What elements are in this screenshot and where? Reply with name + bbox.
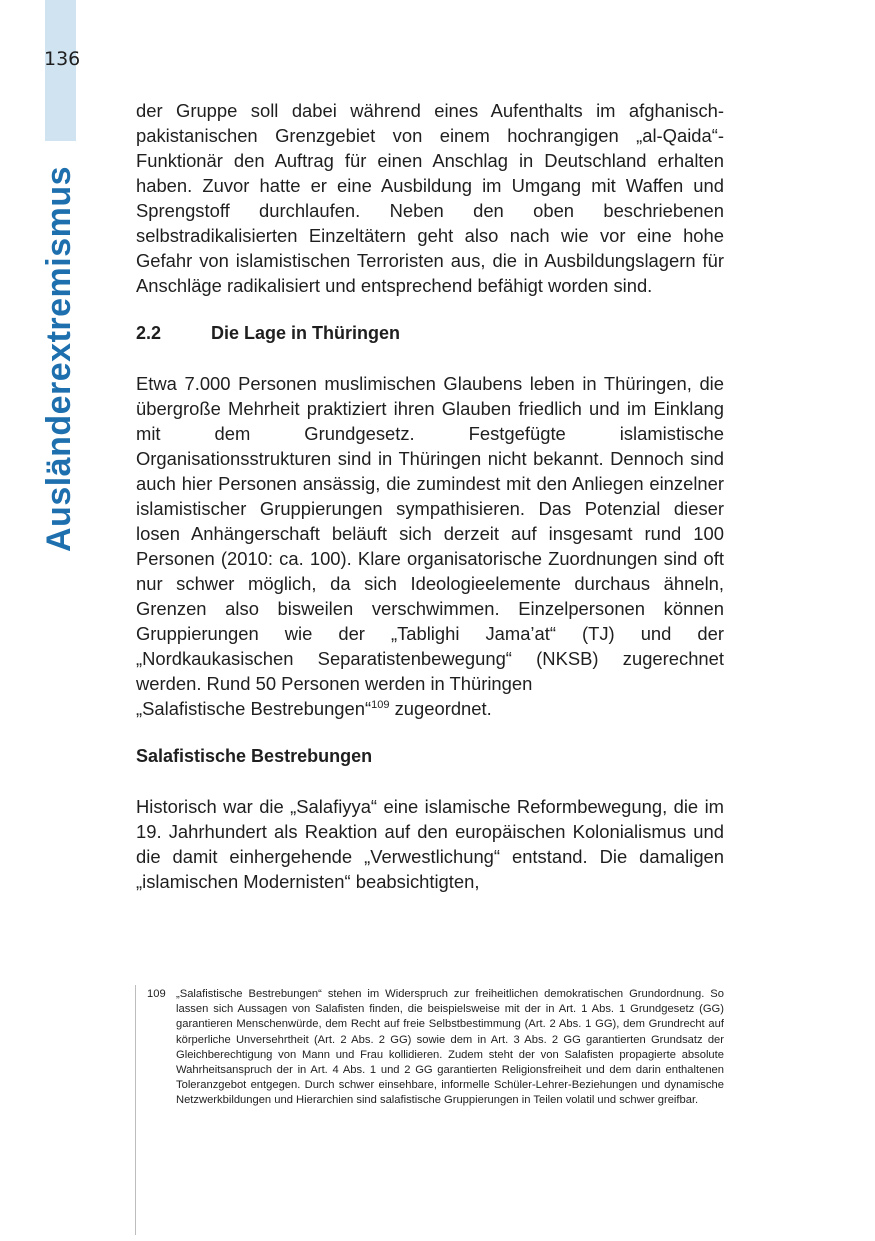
- footnote-number: 109: [147, 988, 166, 1000]
- paragraph-2-tail: zugeordnet.: [389, 698, 492, 719]
- paragraph-1: der Gruppe soll dabei während eines Aufenthalts im afghanisch-pakistanischen Grenzgebiet von einem hochrangigen „al-Qaida“-Funktionär den Auftrag für einen Anschlag in Deutschland erhalten haben. Zuvor hatte er eine Ausbildung im Umgang mit Waffen und Sprengstoff durchlaufen. Neben den oben beschriebenen selbstradikalisierten Einzeltätern geht also nach wie vor eine hohe Gefahr von islamistischen Terroristen aus, die in Ausbildungslagern für Anschläge radikalisiert und entsprechend befähigt worden sind.: [136, 100, 724, 296]
- footnote: [147, 987, 724, 1109]
- paragraph-2: Etwa 7.000 Personen muslimischen Glaubens leben in Thüringen, die übergroße Mehrheit praktiziert ihren Glauben friedlich und im Einklang mit dem Grundgesetz. Festgefügte islamistische Organisationsstrukturen sind in Thüringen nicht bekannt. Dennoch sind auch hier Personen ansässig, die zumindest mit den Anliegen einzelner islamistischer Gruppierungen sympathisieren. Das Potenzial dieser losen Anhängerschaft beläuft sich derzeit auf insgesamt rund 100 Personen (2010: ca. 100). Klare organisatorische Zuordnungen sind oft nur schwer möglich, da sich Ideologieelemente durchaus ähneln, Grenzen also bisweilen verschwimmen. Einzelpersonen können Gruppierungen wie der „Tablighi Jama’at“ (TJ) und der „Nordkaukasischen Separatistenbewegung“ (NKSB) zugerechnet werden. Rund 50 Personen werden in Thüringen: [136, 373, 724, 694]
- section-number: 2.2: [136, 323, 162, 343]
- section-heading: [136, 321, 724, 346]
- main-text: [136, 98, 724, 894]
- subheading: Salafistische Bestrebungen: [136, 746, 373, 766]
- paragraph-2-last-line: [136, 696, 724, 721]
- page-number: 136: [44, 48, 81, 70]
- footnote-text: „Salafistische Bestrebungen“ stehen im Widerspruch zur freiheitlichen demokratischen Grundordnung. So lassen sich Aussagen von Salafisten finden, die beispielsweise mit der in Art. 1 Abs. 1 Grundgesetz (GG) garantieren Menschenwürde, dem Recht auf freie Selbstbestimmung (Art. 2 Abs. 1 GG), dem Grundrecht auf körperliche Unversehrtheit (Art. 2 Abs. 2 GG) sowie dem in Art. 3 Abs. 2 GG garantierten Grundsatz der Gleichberechtigung von Mann und Frau kollidieren. Zudem steht der von Salafisten propagierte absolute Wahrheitsanspruch der in Art. 4 Abs. 1 und 2 GG garantierten Religionsfreiheit und dem darin enthaltenen Toleranzgebot entgegen. Durch schwer einsehbare, informelle Schüler-Lehrer-Beziehungen und dynamische Netzwerkbildungen und Hierarchien sind salafistische Gruppierungen in Teilen volatil und schwer greifbar.: [176, 988, 724, 1107]
- footnote-rule: [135, 985, 136, 1235]
- margin-tab: [45, 0, 76, 141]
- quoted-term: „Salafistische Bestrebungen“: [136, 698, 372, 719]
- section-side-title: Ausländerextremismus: [40, 165, 78, 552]
- paragraph-3: Historisch war die „Salafiyya“ eine islamische Reformbewegung, die im 19. Jahrhundert als Reaktion auf den europäischen Kolonialismus und die damit einhergehende „Verwestlichung“ entstand. Die damaligen „islamischen Modernisten“ beabsichtigten,: [136, 796, 724, 892]
- footnote-reference[interactable]: 109: [371, 698, 390, 711]
- section-heading-text: Die Lage in Thüringen: [211, 323, 401, 343]
